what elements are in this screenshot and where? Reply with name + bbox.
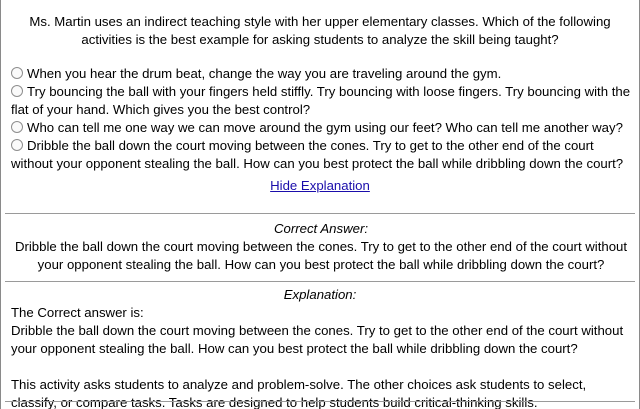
correct-answer-text: Dribble the ball down the court moving between the cones. Try to get to the other end of the court without your opponent stealing the ball. How can you best protect the ball while dribbling down the court? xyxy=(14,239,628,272)
choice-1[interactable] xyxy=(11,65,635,83)
divider xyxy=(5,281,635,282)
radio-button[interactable] xyxy=(11,139,23,151)
divider xyxy=(5,213,635,214)
choice-2[interactable] xyxy=(11,83,635,119)
choice-4[interactable] xyxy=(11,137,635,173)
choice-3[interactable] xyxy=(11,119,635,137)
explanation-reason: This activity asks students to analyze and problem-solve. The other choices ask students to select, classify, or compare tasks. Tasks are designed to help students build critical-thinking skills. xyxy=(11,377,587,409)
explanation-body xyxy=(11,304,633,409)
paragraph-spacer xyxy=(11,358,633,376)
explanation-heading: Explanation: xyxy=(283,287,357,302)
radio-button[interactable] xyxy=(11,85,23,97)
radio-button[interactable] xyxy=(11,67,23,79)
toggle-row xyxy=(1,177,639,195)
choice-label: Dribble the ball down the court moving between the cones. Try to get to the other end of the court without your opponent stealing the ball. How can you best protect the ball while dribbling down the court? xyxy=(11,138,624,171)
radio-button[interactable] xyxy=(11,121,23,133)
question-text: Ms. Martin uses an indirect teaching style with her upper elementary classes. Which of the following activities is the best example for asking students to analyze the skill being taught? xyxy=(29,14,611,47)
hide-explanation-link[interactable]: Hide Explanation xyxy=(270,178,370,193)
choice-label: Who can tell me one way we can move around the gym using our feet? Who can tell me another way? xyxy=(27,120,623,135)
explanation-intro: The Correct answer is: xyxy=(11,305,144,320)
correct-answer-section xyxy=(9,220,633,274)
answer-choices xyxy=(11,65,635,173)
divider xyxy=(5,401,635,402)
choice-label: When you hear the drum beat, change the way you are traveling around the gym. xyxy=(27,66,502,81)
choice-label: Try bouncing the ball with your fingers held stiffly. Try bouncing with loose fingers. Try bouncing with the flat of your hand. Which gives you the best control? xyxy=(11,84,631,117)
explanation-answer-text: Dribble the ball down the court moving between the cones. Try to get to the other end of the court without your opponent stealing the ball. How can you best protect the ball while dribbling down the court? xyxy=(11,323,624,356)
correct-answer-heading: Correct Answer: xyxy=(273,221,369,236)
